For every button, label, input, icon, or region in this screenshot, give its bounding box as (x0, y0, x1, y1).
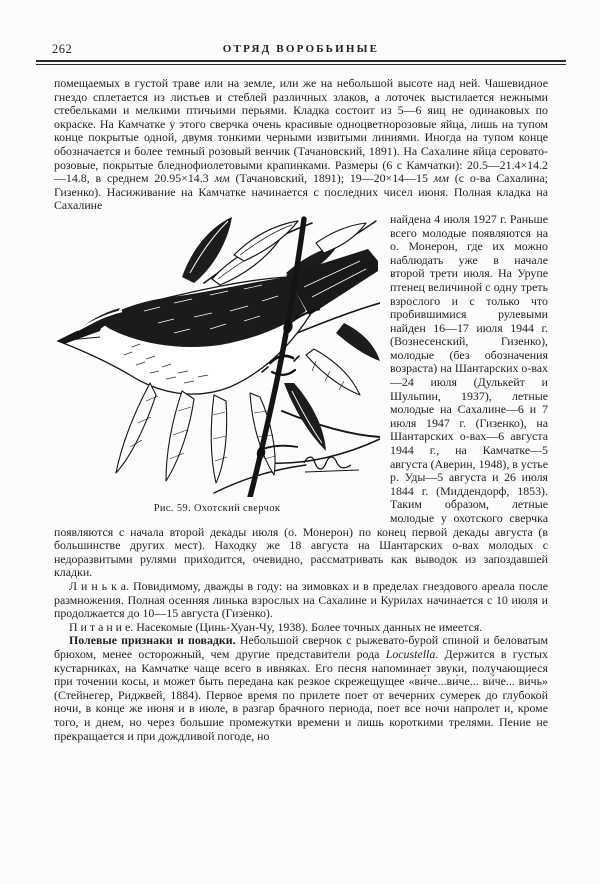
unit-mm-italic: мм (433, 171, 449, 186)
artist-signature (304, 457, 359, 472)
text-segment: (с о-ва Сахалина; Гизенко). Насиживание на Камчатке начинается с последних чисел июня. Полная кладка на Сахалине (54, 171, 548, 213)
food-text: Насекомые (Цинь-Хуан-Чу, 1938). Более точных данных не имеется. (136, 619, 483, 634)
running-title: ОТРЯД ВОРОБЬИНЫЕ (222, 43, 380, 55)
paragraph-nest-and-eggs (54, 77, 548, 213)
text-segment: помещаемых в густой траве или на земле, или же на небольшой высоте над ней. Чашевидное гнездо сплетается из листьев и стеблей различных злаков, а лоточек выстилается нежными стебельками и мелкими птичьими перьями. Кладка состоит из 5—6 яиц не одинаковых по окраске. На Камчатке у этого сверчка очень красивые одноцветнорозовые яйца, лишь на тупом конце покрытые одной, двумя тонкими черными извитыми линиями. Иногда на тупом конце обозначается и более темный розовый венчик (Тачановский, 1891). На Сахалине яйца серовато-розовые, покрытые бледнофиолетовыми крапинками. Размеры (6 с Камчатки): 20.5—21.4×14.2—14.8, в среднем 20.95×14.3 (54, 76, 548, 186)
bird-figure (54, 215, 380, 516)
field-marks-heading: Полевые признаки и повадки. (69, 633, 236, 648)
paragraph-field-marks (54, 634, 548, 743)
page-header (54, 42, 548, 57)
paragraph-food (54, 621, 548, 635)
text-segment: (Тачановский, 1891); 19—20×14—15 (229, 171, 434, 186)
paragraph-fledging-dates: найдена 4 июля 1927 г. Раньше всего молодые появляются на о. Монерон, где их можно наблюдать уже в начале второй трети июля. На Урупе птенец величиной с одну треть взрослого и с только что пробившимися рулевыми найден 16—17 июля 1944 г. (Вознесенский, Гизенко), молодые (без обозначения возраста) на Шантарских о-вах—24 июля (Дулькейт и Шульпин, 1937), летные молодые на Сахалине—6 и 7 июля 1947 г. (Гизенко), на Шантарских о-вах—6 августа 1944 г., на Камчатке—5 августа (Аверин, 1948), в устье р. Уды—5 августа и 26 июля 1844 г. (Миддендорф, 1853). Таким образом, летные молодые у охотского сверчка появляются с начала второй декады июля (о. Монерон) по конец первой декады августа (в большинстве других мест). Находку же 18 августа на Шантарских о-вах молодых с недоразвитыми рулями приходится, очевидно, рассматривать как выводок из запоздавшей кладки. (54, 211, 548, 580)
food-heading: П и т а н и е. (69, 619, 134, 634)
field-marks-text-1: Небольшой сверчок с рыжевато-бурой спиной и беловатым брюхом, менее осторожный, чем другие представители рода (54, 633, 548, 661)
molt-text: Повидимому, дважды в году: на зимовках и в пределах гнездового ареала после размножения. Полная осенняя линька взрослых на Сахалине и Курилах начинается с 10 июля и продолжается до 10—15 августа (Гизенко). (54, 578, 548, 621)
grasshopper-warbler-illustration (54, 215, 380, 497)
header-rule (36, 60, 566, 65)
molt-heading: Л и н ь к а. (69, 578, 130, 593)
field-marks-text-2: . Держится в густых кустарниках, на Камчатке чаще всего в ивняках. Его песня напоминает звуки, получающиеся при точении косы, и может быть передана как резкое скрежещущее «ви́че...ви́че... ви́че... ви́чь» (Стейнегер, Риджвей, 1884). Первое время по прилете поет от вечерних сумерек до глубокой ночи, в конце же июня и в июле, в разгар брачного периода, поет все ночи напролет и, кроме того, и днем, но через большие промежутки времени и лишь короткими трелями. Пение не прекращается и при дождливой погоде, но (54, 646, 548, 743)
page-number: 262 (52, 42, 73, 56)
paragraph-molt (54, 580, 548, 621)
unit-mm-italic: мм (214, 171, 230, 186)
page-body (54, 77, 548, 743)
figure-caption: Рис. 59. Охотский сверчок (153, 502, 281, 514)
genus-name-italic: Locustella (385, 646, 436, 661)
